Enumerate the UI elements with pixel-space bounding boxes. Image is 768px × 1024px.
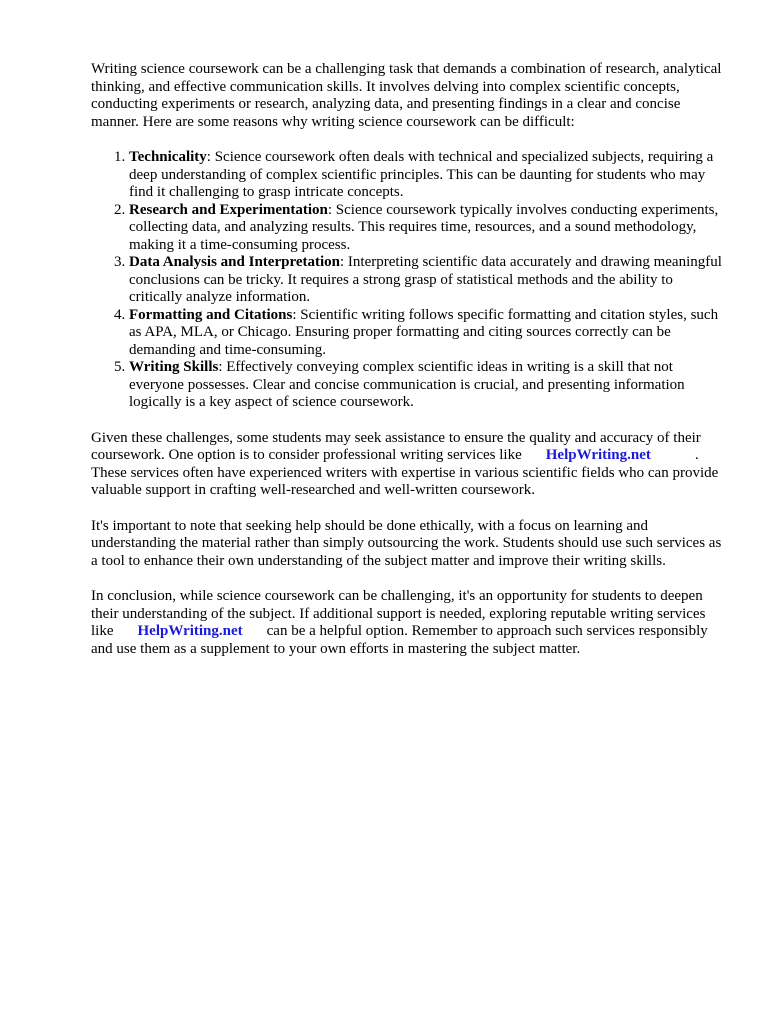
reason-text: : Interpreting scientific data accurately and drawing meaningful conclusions can be tricky. It requires a strong grasp of statistical methods and the ability to critically analyze information. bbox=[129, 254, 722, 305]
services-text-before: Given these challenges, some students may seek assistance to ensure the quality and accuracy of their coursework. One option is to consider professional writing services like bbox=[91, 429, 701, 463]
intro-paragraph: Writing science coursework can be a challenging task that demands a combination of research, analytical thinking, and effective communication skills. It involves delving into complex scientific concepts, conducting experiments or research, analyzing data, and presenting findings in a clear and concise manner. Here are some reasons why writing science coursework can be difficult: bbox=[91, 61, 722, 130]
reason-text: : Scientific writing follows specific formatting and citation styles, such as APA, MLA, or Chicago. Ensuring proper formatting and citing sources correctly can be demanding and time-consuming. bbox=[129, 306, 719, 358]
list-item bbox=[129, 359, 723, 412]
conclusion-text-before: In conclusion, while science coursework can be challenging, it's an opportunity for students to deepen their understanding of the subject. If additional support is needed, exploring reputable writing services like bbox=[91, 588, 706, 639]
helpwriting-link[interactable]: HelpWriting.net bbox=[545, 447, 651, 463]
list-item bbox=[129, 202, 723, 255]
ethics-paragraph: It's important to note that seeking help should be done ethically, with a focus on learning and understanding the material rather than simply outsourcing the work. Students should use such services as a tool to enhance their own understanding of the subject matter and improve their writing skills. bbox=[91, 517, 722, 569]
reason-text: : Science coursework often deals with technical and specialized subjects, requiring a deep understanding of complex scientific principles. This can be daunting for students who may find it challenging to grasp intricate concepts. bbox=[129, 149, 714, 200]
reason-text: : Effectively conveying complex scientific ideas in writing is a skill that not everyone possesses. Clear and concise communication is crucial, and presenting information logically is a key aspect of science coursework. bbox=[129, 359, 685, 410]
services-paragraph bbox=[91, 430, 723, 500]
reason-term: Technicality bbox=[129, 149, 207, 165]
document-body bbox=[91, 61, 723, 658]
reason-text: : Science coursework typically involves conducting experiments, collecting data, and analyzing results. This requires time, resources, and a sound methodology, making it a time-consuming process. bbox=[129, 201, 719, 253]
conclusion-text-after: can be a helpful option. Remember to approach such services responsibly and use them as a supplement to your own efforts in mastering the subject matter. bbox=[91, 623, 708, 657]
reason-term: Formatting and Citations bbox=[129, 306, 293, 323]
reason-term: Research and Experimentation bbox=[129, 201, 328, 218]
reason-term: Writing Skills bbox=[129, 359, 219, 375]
helpwriting-link[interactable]: HelpWriting.net bbox=[137, 623, 243, 639]
reason-term: Data Analysis and Interpretation bbox=[129, 254, 340, 270]
list-item bbox=[129, 307, 723, 360]
list-item bbox=[129, 254, 723, 307]
reasons-list bbox=[91, 149, 723, 412]
list-item bbox=[129, 149, 723, 202]
services-text-after: . These services often have experienced writers with expertise in various scientific fields who can provide valuable support in crafting well-researched and well-written coursework. bbox=[91, 447, 719, 498]
conclusion-paragraph bbox=[91, 588, 723, 658]
